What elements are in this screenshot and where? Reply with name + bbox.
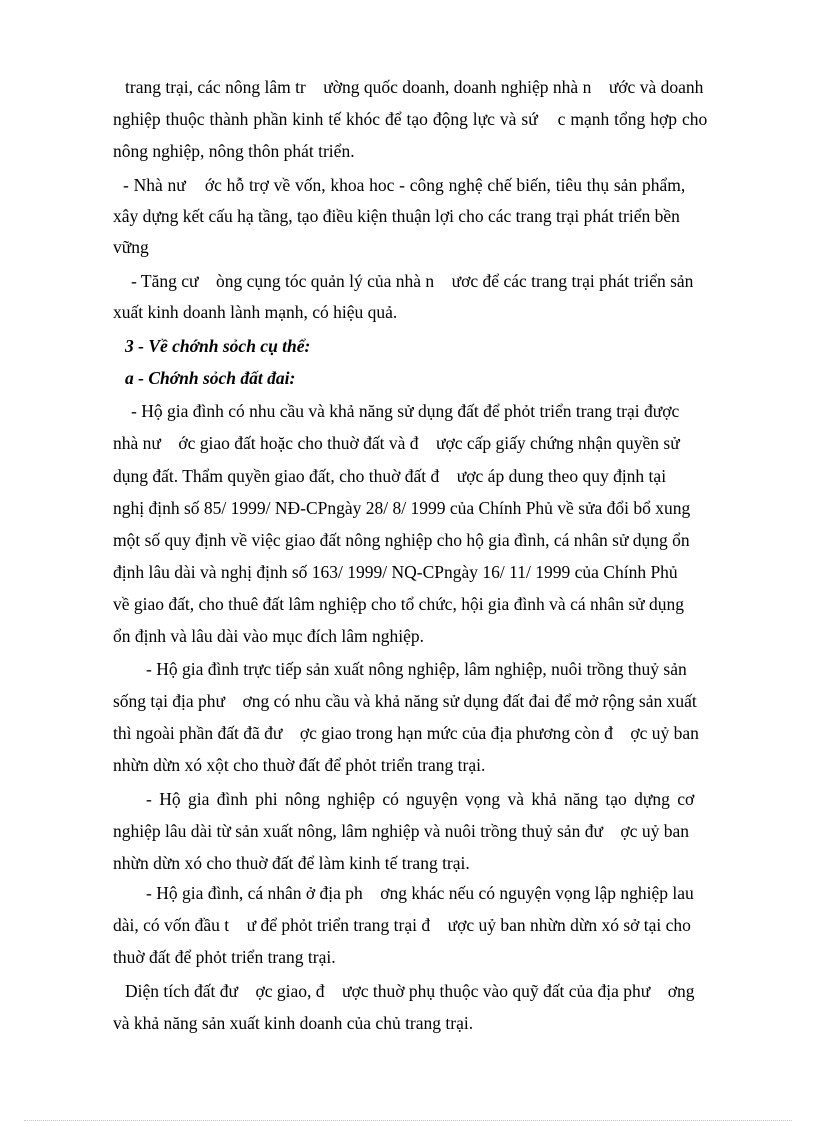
text-line: - Hộ gia đình trực tiếp sản xuất nông nghiệp, lâm nghiệp, nuôi trồng thuỷ sản	[146, 659, 687, 679]
text-line: vững	[113, 237, 149, 257]
text-line: trang trại, các nông lâm tr ường quốc doanh, doanh nghiệp nhà n ước và doanh	[125, 77, 704, 97]
text-line: - Nhà nư ớc hỗ trợ về vốn, khoa hoc - công nghệ chế biến, tiêu thụ sản phẩm,	[123, 175, 686, 195]
text-line: dài, có vốn đầu t ư để phỏt triển trang trại đ ược uỷ ban nhừn dừn xó sở tại cho	[113, 915, 691, 935]
text-line: nhừn dừn xó cho thuờ đất để làm kinh tế trang trại.	[113, 853, 470, 873]
text-line: xuất kinh doanh lành mạnh, có hiệu quả.	[113, 302, 398, 322]
text-line: nghiệp thuộc thành phần kinh tế khóc để tạo động lực và sứ c mạnh tổng hợp cho	[113, 109, 708, 129]
text-line: Diện tích đất đư ợc giao, đ ược thuờ phụ thuộc vào quỹ đất của địa phư ơng	[125, 981, 695, 1001]
text-line: thì ngoài phần đất đã đư ợc giao trong hạn mức của địa phương còn đ ợc uỷ ban	[113, 723, 699, 743]
text-line: sống tại địa phư ơng có nhu cầu và khả năng sử dụng đất đai để mở rộng sản xuất	[113, 691, 697, 711]
page-bottom-divider	[24, 1120, 792, 1121]
text-line: và khả năng sản xuất kinh doanh của chủ trang trại.	[113, 1013, 474, 1033]
subsection-heading: a - Chớnh sỏch đất đai:	[125, 368, 296, 388]
text-line: nhừn dừn xó xột cho thuờ đất để phỏt triển trang trại.	[113, 755, 486, 775]
text-line: - Hộ gia đình có nhu cầu và khả năng sử dụng đất để phỏt triển trang trại được	[131, 401, 680, 421]
text-line: - Tăng cư òng cụng tóc quản lý của nhà n ươc để các trang trại phát triển sản	[131, 271, 694, 291]
text-line: nhà nư ớc giao đất hoặc cho thuờ đất và đ ược cấp giấy chứng nhận quyền sử	[113, 433, 680, 453]
text-line: dụng đất. Thẩm quyền giao đất, cho thuờ đất đ ược áp dung theo quy định tại	[113, 466, 667, 486]
text-line: xây dựng kết cấu hạ tầng, tạo điều kiện thuận lợi cho các trang trại phát triển bền	[113, 206, 680, 226]
section-heading: 3 - Về chớnh sỏch cụ thể:	[125, 336, 311, 356]
text-line: nghị định số 85/ 1999/ NĐ-CPngày 28/ 8/ 1999 của Chính Phủ về sửa đổi bổ xung	[113, 498, 691, 518]
text-line: - Hộ gia đình phi nông nghiệp có nguyện vọng và khả năng tạo dựng cơ	[146, 789, 695, 809]
text-line: định lâu dài và nghị định số 163/ 1999/ NQ-CPngày 16/ 11/ 1999 của Chính Phủ	[113, 562, 678, 582]
text-line: nông nghiệp, nông thôn phát triển.	[113, 141, 355, 161]
text-line: một số quy định về việc giao đất nông nghiệp cho hộ gia đình, cá nhân sử dụng ổn	[113, 530, 690, 550]
text-line: nghiệp lâu dài từ sản xuất nông, lâm nghiệp và nuôi trồng thuỷ sản đư ợc uỷ ban	[113, 821, 689, 841]
text-line: - Hộ gia đình, cá nhân ở địa ph ơng khác nếu có nguyện vọng lập nghiệp lau	[146, 883, 694, 903]
text-line: về giao đất, cho thuê đất lâm nghiệp cho tổ chức, hội gia đình và cá nhân sử dụng	[113, 594, 685, 614]
text-line: ổn định và lâu dài vào mục đích lâm nghiệp.	[113, 626, 425, 646]
text-line: thuờ đất để phỏt triển trang trại.	[113, 947, 336, 967]
